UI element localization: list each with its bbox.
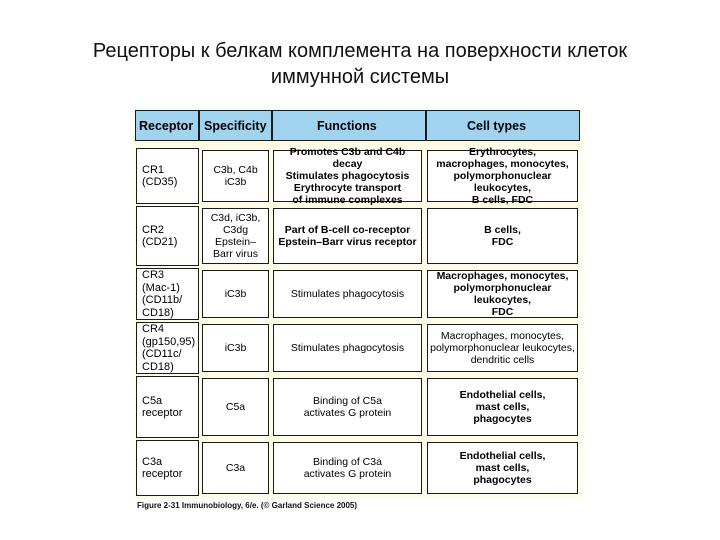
row-cr2-cell-types: B cells, FDC xyxy=(427,208,578,264)
row-cr1-cell-types: Erythrocytes, macrophages, monocytes, polymorphonuclear leukocytes, B cells, FDC xyxy=(427,150,578,202)
row-cr1-receptor: CR1 (CD35) xyxy=(136,148,199,204)
row-cr4-receptor: CR4 (gp150,95) (CD11c/ CD18) xyxy=(136,322,199,374)
row-c3a-specificity: C3a xyxy=(202,442,269,494)
row-cr1-specificity: C3b, C4b iC3b xyxy=(202,150,269,202)
row-c3a-cell-types: Endothelial cells, mast cells, phagocytes xyxy=(427,442,578,494)
row-cr3-functions: Stimulates phagocytosis xyxy=(273,270,422,318)
row-cr3-cell-types: Macrophages, monocytes, polymorphonuclear leukocytes, FDC xyxy=(427,270,578,318)
row-cr3-specificity: iC3b xyxy=(202,270,269,318)
header-cell-types: Cell types xyxy=(426,110,580,141)
row-c3a-functions: Binding of C3a activates G protein xyxy=(273,442,422,494)
row-cr4-specificity: iC3b xyxy=(202,324,269,372)
header-receptor: Receptor xyxy=(135,110,199,141)
page-title: Рецепторы к белкам комплемента на поверхности клеток иммунной системы xyxy=(92,40,628,88)
row-cr2-functions: Part of B-cell co-receptor Epstein–Barr virus receptor xyxy=(273,208,422,264)
row-cr1-functions: Promotes C3b and C4b decay Stimulates phagocytosis Erythrocyte transport of immune complexes xyxy=(273,150,422,202)
header-specificity: Specificity xyxy=(199,110,272,141)
row-c5a-functions: Binding of C5a activates G protein xyxy=(273,378,422,436)
figure-caption: Figure 2-31 Immunobiology, 6/e. (© Garland Science 2005) xyxy=(137,501,358,510)
row-cr4-functions: Stimulates phagocytosis xyxy=(273,324,422,372)
row-cr4-cell-types: Macrophages, monocytes, polymorphonuclear leukocytes, dendritic cells xyxy=(427,324,578,372)
row-cr3-receptor: CR3 (Mac-1) (CD11b/ CD18) xyxy=(136,268,199,320)
row-c5a-specificity: C5a xyxy=(202,378,269,436)
row-c5a-receptor: C5a receptor xyxy=(136,376,199,438)
row-c5a-cell-types: Endothelial cells, mast cells, phagocytes xyxy=(427,378,578,436)
row-cr2-receptor: CR2 (CD21) xyxy=(136,206,199,266)
row-c3a-receptor: C3a receptor xyxy=(136,440,199,496)
header-functions: Functions xyxy=(272,110,426,141)
row-cr2-specificity: C3d, iC3b, C3dg Epstein– Barr virus xyxy=(202,208,269,264)
